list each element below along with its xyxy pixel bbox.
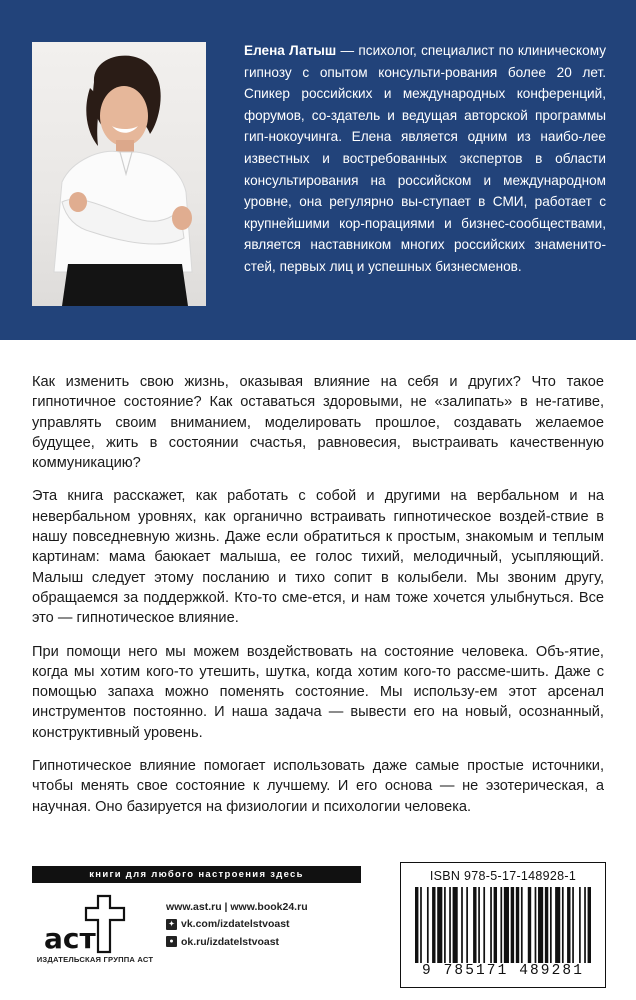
logo-text: аст bbox=[44, 922, 96, 955]
barcode-bars bbox=[415, 887, 591, 963]
vk-icon: ✦ bbox=[166, 919, 177, 930]
vk-link[interactable]: vk.com/izdatelstvoast bbox=[181, 918, 290, 931]
barcode-digits: 9 785171 489281 bbox=[421, 963, 585, 979]
isbn-number: ISBN 978-5-17-148928-1 bbox=[429, 869, 577, 883]
book-description bbox=[32, 372, 604, 830]
description-paragraph: Эта книга расскажет, как работать с собой и другими на вербальном и на невербальном уровнях, как органично встраивать гипнотическое воздей-ствие в нашу повседневную жизнь. Даже если обратиться к простым, знакомым и теплым картинам: мама баюкает малыша, ее голос тихий, мелодичный, усыпляющий. Малыш следует этому посланию и тихо сопит в колыбели. Мы звоним другу, обращаемся за поддержкой. Кто-то сме-ется, и нам тоже хочется улыбнуться. Все это — гипнотическое влияние. bbox=[32, 488, 604, 627]
vk-row bbox=[166, 916, 308, 934]
ast-logo bbox=[36, 894, 146, 986]
description-paragraph: Гипнотическое влияние помогает использовать даже самые простые источники, чтобы менять свое состояние к лучшему. И его основа — не эзотерическая, а научная. Оно базируется на физиологии и психологии человека. bbox=[32, 758, 604, 815]
barcode-box bbox=[400, 862, 606, 988]
ok-row bbox=[166, 933, 308, 951]
author-name: Елена Латыш bbox=[244, 43, 337, 58]
author-bio-text: — психолог, специалист по клиническому гипнозу с опытом консульти-рования более 20 лет. Спикер российских и международных конференций, форумов, со-здатель и ведущая авторской программы гип-нокоучинга. Елена является одним из наибо-лее известных и востребованных экспертов в области консультирования на российском и международном уровне, она регулярно вы-ступает в СМИ, работает с крупнейшими кор-порациями и бизнес-сообществами, является наставником многих российских знаменито-стей, первых лиц и успешных бизнесменов. bbox=[244, 43, 606, 274]
websites-link[interactable]: www.ast.ru | www.book24.ru bbox=[166, 900, 308, 913]
websites-row bbox=[166, 898, 308, 916]
publisher-label: ИЗДАТЕЛЬСКАЯ ГРУППА АСТ bbox=[36, 955, 154, 964]
tagline-banner: книги для любого настроения здесь bbox=[32, 866, 361, 883]
author-photo bbox=[32, 42, 206, 306]
author-bio bbox=[244, 40, 606, 278]
description-paragraph: Как изменить свою жизнь, оказывая влияние на себя и других? Что такое гипнотичное состояние? Как оставаться здоровыми, не «залипать» в не-гативе, управлять своим вниманием, моделировать прошлое, создавать желаемое будущее, жить в состоянии счастья, равновесия, выстраивать качественную коммуникацию? bbox=[32, 374, 604, 472]
ok-link[interactable]: ok.ru/izdatelstvoast bbox=[181, 935, 280, 948]
description-paragraph: При помощи него мы можем воздействовать на состояние человека. Объ-ятие, когда мы хотим кого-то утешить, шутка, когда хотим кого-то рассме-шить. Даже с помощью запаха можно поменять состояние. Мы использу-ем этот арсенал инструментов постоянно. И наша задача — вывести его на новый, осознанный, конструктивный уровень. bbox=[32, 643, 604, 741]
ok-icon: ● bbox=[166, 936, 177, 947]
publisher-links bbox=[166, 898, 308, 951]
